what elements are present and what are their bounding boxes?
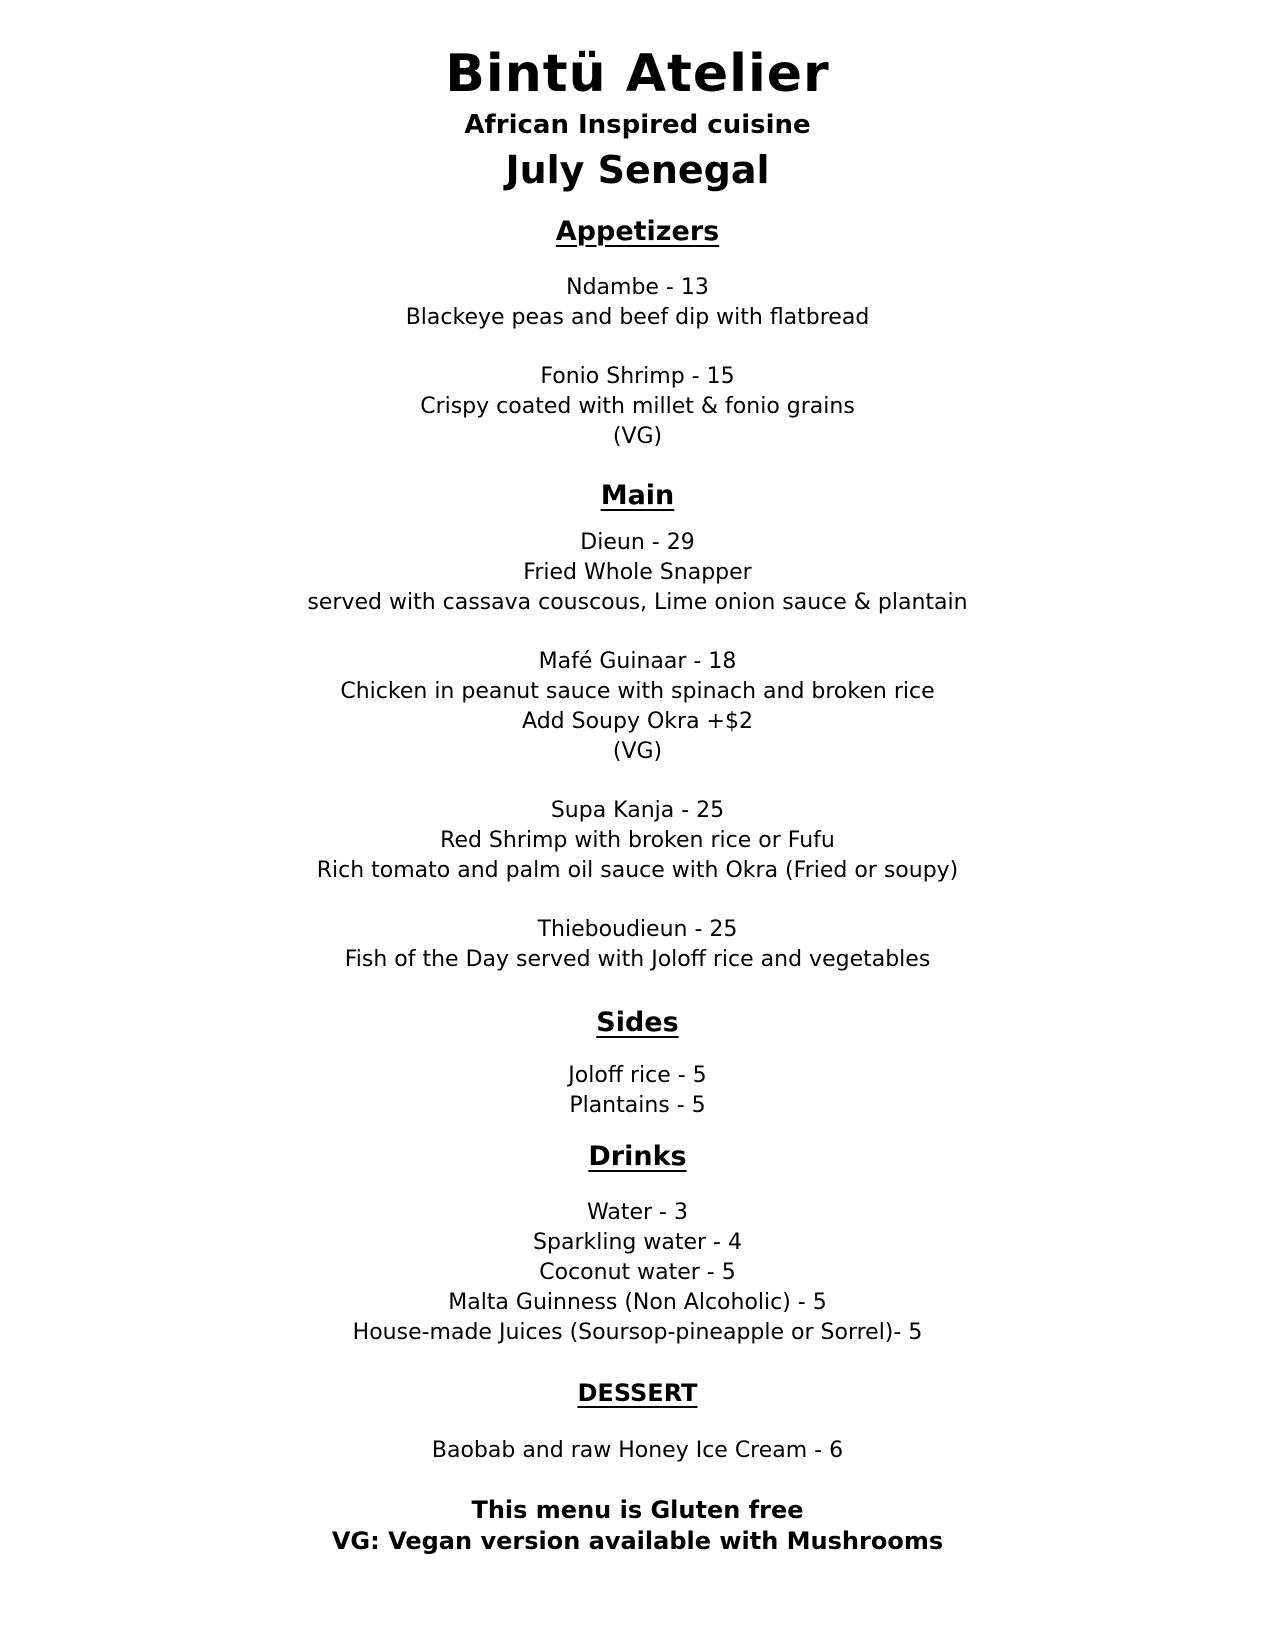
drink-item: Sparkling water - 4 [533,1230,742,1255]
main-item-description: Fish of the Day served with Joloff rice and vegetables [344,947,931,972]
restaurant-tagline: African Inspired cuisine [464,110,811,140]
restaurant-name: Bintü Atelier [445,44,830,104]
drink-item: Coconut water - 5 [539,1260,736,1285]
main-heading: Main [600,480,675,511]
main-item-title: Supa Kanja - 25 [550,798,725,823]
drink-item: Malta Guinness (Non Alcoholic) - 5 [448,1290,827,1315]
appetizer-item-description: Blackeye peas and beef dip with flatbread [405,305,870,330]
dessert-item: Baobab and raw Honey Ice Cream - 6 [431,1438,844,1463]
vegan-marker: (VG) [612,739,663,764]
drink-item: House-made Juices (Soursop-pineapple or Sorrel)- 5 [352,1320,923,1345]
main-item-description: Rich tomato and palm oil sauce with Okra (Fried or soupy) [316,858,959,883]
vegan-note: VG: Vegan version available with Mushrooms [331,1527,944,1555]
appetizer-item-description: Crispy coated with millet & fonio grains [420,394,855,419]
main-item-description: Red Shrimp with broken rice or Fufu [440,828,835,853]
menu-title: July Senegal [505,148,770,192]
sides-heading: Sides [596,1007,679,1038]
side-item: Plantains - 5 [569,1093,706,1118]
main-item-title: Dieun - 29 [580,530,695,555]
dessert-heading: DESSERT [577,1379,698,1407]
drinks-heading: Drinks [588,1141,687,1172]
appetizer-item-title: Ndambe - 13 [566,275,709,300]
main-item-description: Fried Whole Snapper [523,560,752,585]
main-item-addon: Add Soupy Okra +$2 [522,709,753,734]
appetizer-item-title: Fonio Shrimp - 15 [540,364,735,389]
main-item-title: Thieboudieun - 25 [537,917,738,942]
side-item: Joloff rice - 5 [568,1063,707,1088]
drink-item: Water - 3 [587,1200,688,1225]
main-item-title: Mafé Guinaar - 18 [538,649,737,674]
main-item-description: Chicken in peanut sauce with spinach and broken rice [340,679,935,704]
appetizers-heading: Appetizers [555,216,720,247]
vegan-marker: (VG) [612,424,663,449]
main-item-description: served with cassava couscous, Lime onion sauce & plantain [307,590,968,615]
gluten-free-note: This menu is Gluten free [471,1496,804,1524]
